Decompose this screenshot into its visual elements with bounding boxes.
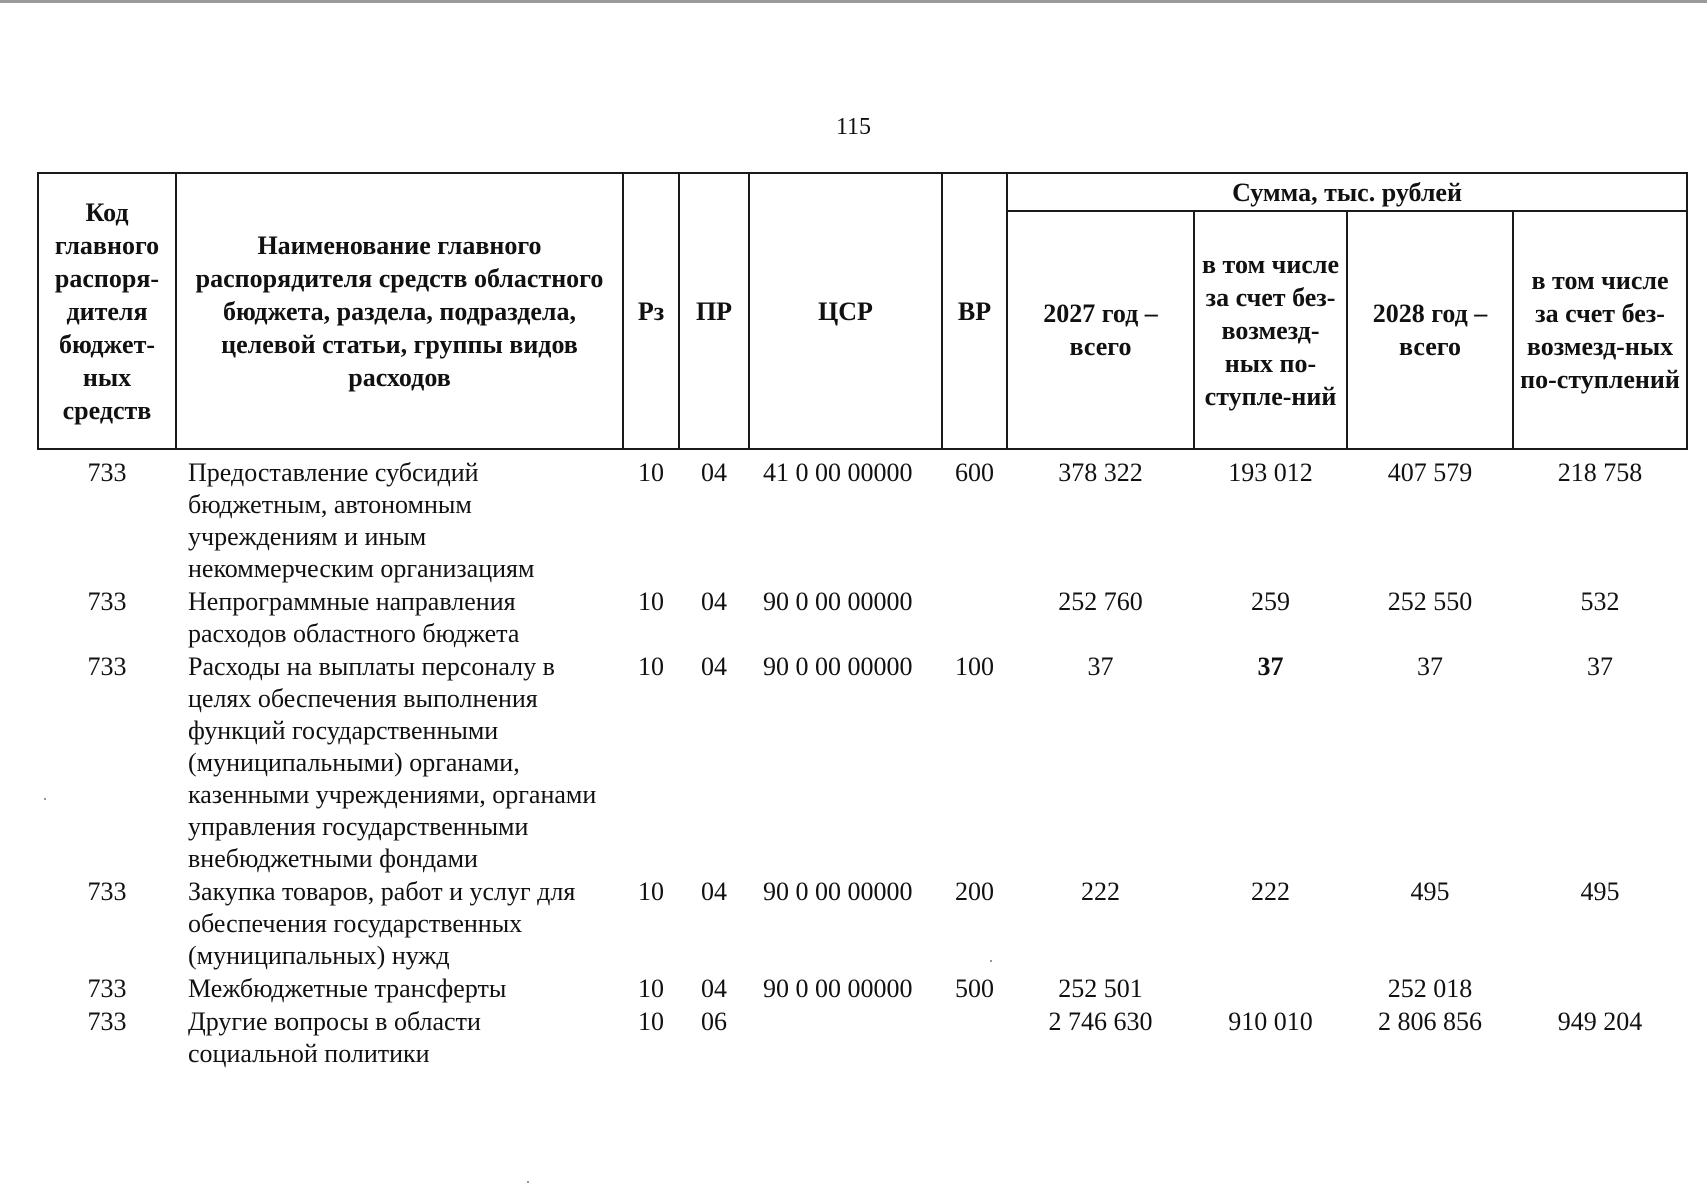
table-row <box>38 586 1687 651</box>
cell-2027-free <box>1194 973 1347 1006</box>
scan-speck <box>527 1181 529 1183</box>
cell-2028-free: 532 <box>1580 587 1620 616</box>
page-number: 115 <box>835 114 872 140</box>
page-top-edge <box>0 0 1707 3</box>
header-csr: ЦСР <box>749 173 942 449</box>
table-row <box>38 457 1687 586</box>
cell-code: 733 <box>87 877 127 906</box>
cell-rz: 10 <box>638 458 664 487</box>
budget-table <box>37 172 1688 1071</box>
cell-rz: 10 <box>638 587 664 616</box>
header-code: Код главного распоря-дителя бюджет-ных средств <box>38 173 176 449</box>
cell-rz: 10 <box>638 877 664 906</box>
cell-2028-free: 495 <box>1580 877 1620 906</box>
cell-2028-free: 37 <box>1587 652 1613 681</box>
cell-2028-total: 252 550 <box>1387 587 1473 616</box>
cell-pr: 04 <box>701 652 727 681</box>
cell-code: 733 <box>87 1007 127 1036</box>
header-pr: ПР <box>679 173 749 449</box>
cell-pr: 04 <box>701 877 727 906</box>
cell-pr: 04 <box>701 974 727 1003</box>
cell-2027-total: 252 760 <box>1058 587 1143 616</box>
cell-2027-total: 37 <box>1087 652 1114 681</box>
header-name: Наименование главного распорядителя средств областного бюджета, раздела, подраздела, целевой статьи, группы видов расходов <box>176 173 623 449</box>
cell-2027-free: 259 <box>1251 587 1290 616</box>
cell-vr: 100 <box>955 652 994 681</box>
table-row <box>38 973 1687 1006</box>
cell-csr: 90 0 00 00000 <box>763 877 913 906</box>
cell-2028-total: 495 <box>1410 877 1450 906</box>
table-row <box>38 651 1687 876</box>
cell-name: Непрограммные направления расходов областного бюджета <box>188 587 520 648</box>
cell-2027-free: 910 010 <box>1228 1007 1313 1036</box>
cell-2028-total: 407 579 <box>1387 458 1473 487</box>
cell-rz: 10 <box>638 1007 664 1036</box>
header-2027-total: 2027 год – всего <box>1007 211 1194 449</box>
cell-2028-total: 252 018 <box>1387 974 1473 1003</box>
cell-vr <box>942 1006 1007 1071</box>
scan-speck <box>44 798 46 800</box>
cell-code: 733 <box>87 652 127 681</box>
header-2027-free: в том числе за счет без-возмезд-ных по-ступле-ний <box>1194 211 1347 449</box>
cell-2027-total: 2 746 630 <box>1048 1007 1153 1036</box>
cell-2027-total: 222 <box>1081 877 1120 906</box>
cell-2028-free <box>1513 973 1687 1006</box>
header-rz: Рз <box>623 173 679 449</box>
table-body <box>38 449 1687 1071</box>
cell-2028-free: 949 204 <box>1557 1007 1643 1036</box>
cell-code: 733 <box>87 587 127 616</box>
cell-pr: 04 <box>701 458 727 487</box>
cell-2027-total: 378 322 <box>1058 458 1143 487</box>
scan-speck <box>990 960 992 962</box>
table-header <box>38 173 1687 449</box>
cell-rz: 10 <box>638 974 664 1003</box>
cell-2028-free: 218 758 <box>1557 458 1643 487</box>
cell-csr: 41 0 00 00000 <box>763 458 913 487</box>
cell-csr: 90 0 00 00000 <box>763 587 913 616</box>
cell-2028-total: 2 806 856 <box>1378 1007 1482 1036</box>
cell-2027-free: 222 <box>1251 877 1290 906</box>
cell-rz: 10 <box>638 652 664 681</box>
table-row <box>38 1006 1687 1071</box>
cell-code: 733 <box>87 974 127 1003</box>
cell-2027-free: 37 <box>1257 652 1284 681</box>
header-sum-group: Сумма, тыс. рублей <box>1007 173 1687 211</box>
table-row <box>38 876 1687 973</box>
cell-name: Межбюджетные трансферты <box>188 974 507 1003</box>
cell-vr: 200 <box>955 877 994 906</box>
cell-name: Предоставление субсидий бюджетным, автономным учреждениям и иным некоммерческим организациям <box>188 458 535 583</box>
cell-pr: 04 <box>701 587 727 616</box>
cell-pr: 06 <box>701 1007 727 1036</box>
cell-csr: 90 0 00 00000 <box>763 652 913 681</box>
cell-2027-total: 252 501 <box>1058 974 1143 1003</box>
cell-2027-free: 193 012 <box>1228 458 1313 487</box>
header-2028-total: 2028 год – всего <box>1347 211 1513 449</box>
cell-csr <box>749 1006 942 1071</box>
cell-vr: 500 <box>955 974 994 1003</box>
cell-vr: 600 <box>955 458 994 487</box>
cell-name: Другие вопросы в области социальной политики <box>188 1007 481 1068</box>
header-vr: ВР <box>942 173 1007 449</box>
cell-name: Закупка товаров, работ и услуг для обеспечения государственных (муниципальных) нужд <box>188 877 576 970</box>
cell-code: 733 <box>87 458 127 487</box>
header-2028-free: в том числе за счет без-возмезд-ных по-ступлений <box>1513 211 1687 449</box>
cell-csr: 90 0 00 00000 <box>763 974 913 1003</box>
cell-vr <box>942 586 1007 651</box>
cell-name: Расходы на выплаты персоналу в целях обеспечения выполнения функций государственными (муниципальными) органами, казенными учреждениями, органами управления государственными внебюджетными фондами <box>188 652 597 873</box>
cell-2028-total: 37 <box>1417 652 1443 681</box>
